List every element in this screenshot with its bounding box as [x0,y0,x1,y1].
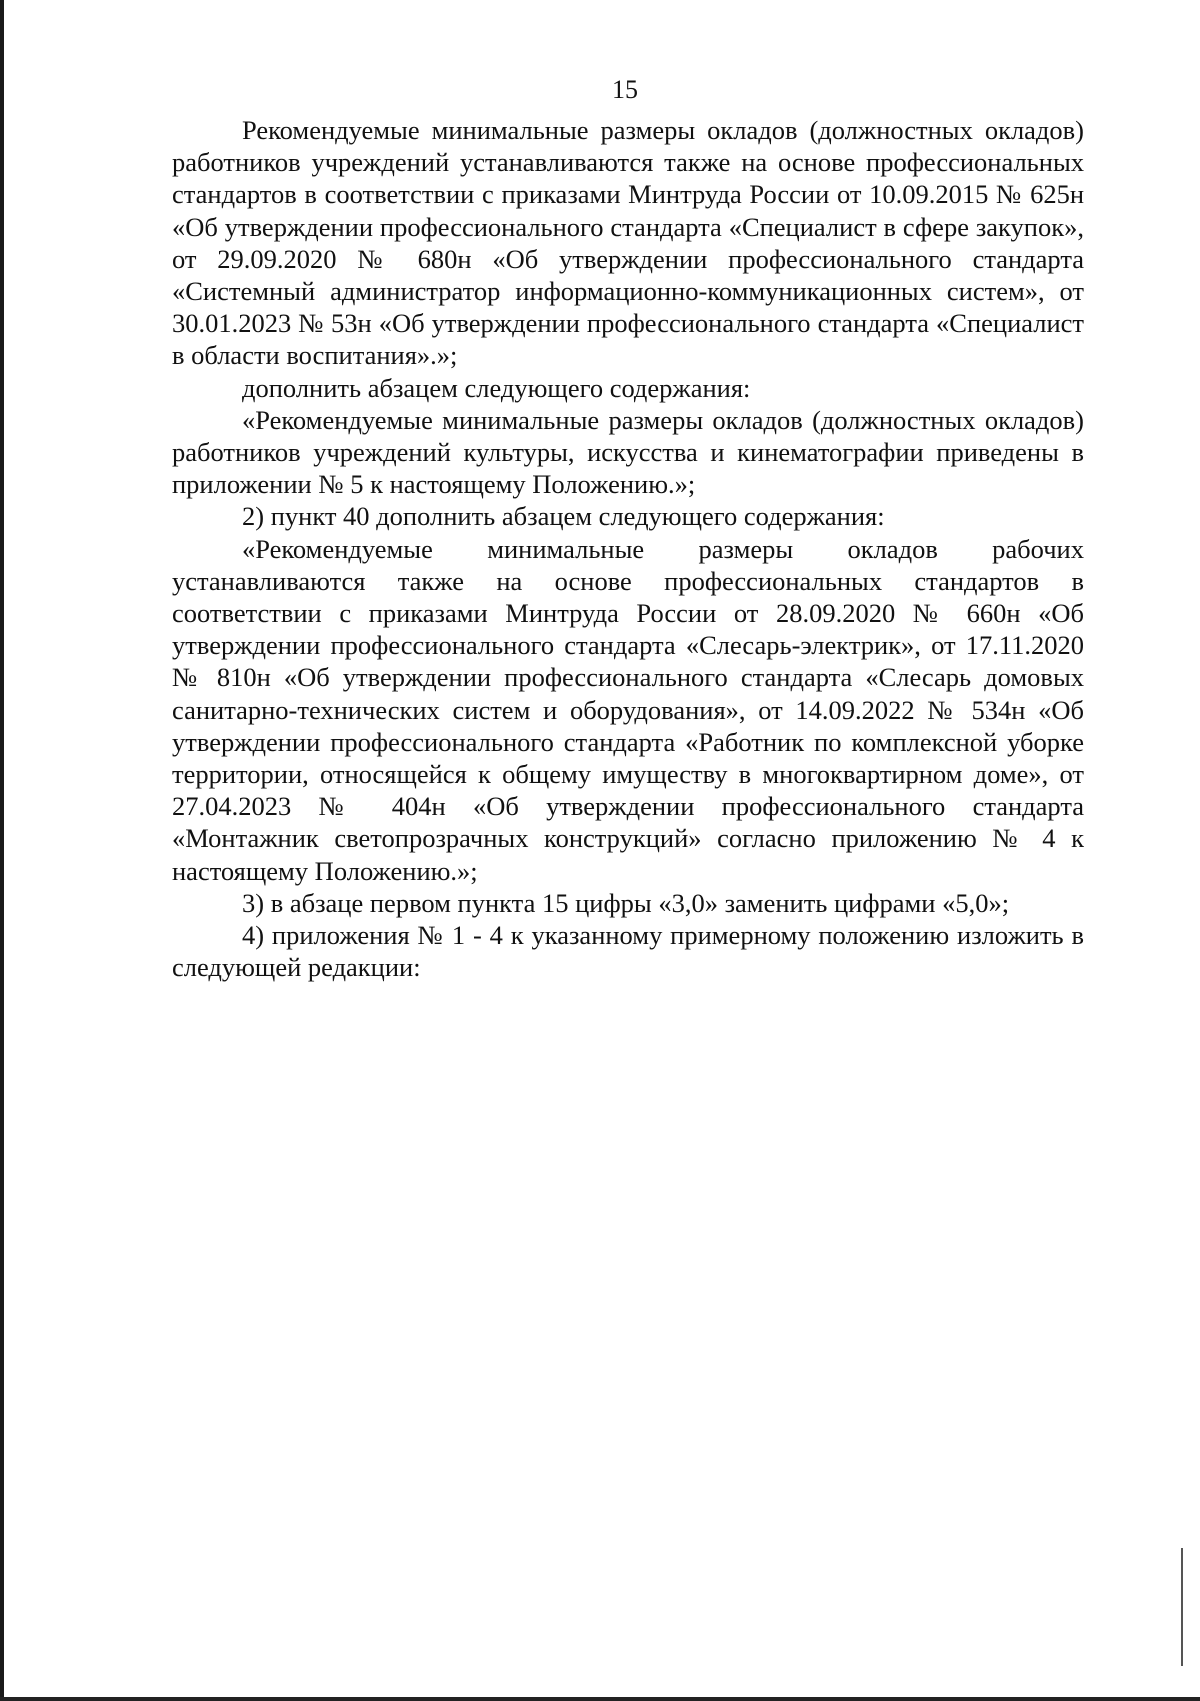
document-body [172,114,1084,983]
paragraph-item-2: 2) пункт 40 дополнить абзацем следующего содержания: [242,501,885,532]
paragraph-item-3: 3) в абзаце первом пункта 15 цифры «3,0» заменить цифрами «5,0»; [242,887,1010,918]
page-number: 15 [612,75,638,104]
scan-edge-left [0,0,4,1701]
scan-edge-right [1181,1548,1183,1666]
paragraph-add-clause: дополнить абзацем следующего содержания: [242,372,751,403]
paragraph-item-4: 4) приложения № 1 - 4 к указанному примерному положению изложить в следующей редакции: [172,920,1084,983]
paragraph-workers-salaries: «Рекомендуемые минимальные размеры окладов рабочих устанавливаются также на основе профессиональных стандартов в соответствии с приказами Минтруда России от 28.09.2020 № 660н «Об утверждении профессионального стандарта «Слесарь-электрик», от 17.11.2020 № 810н «Об утверждении профессионального стандарта «Слесарь домовых санитарно-технических систем и оборудования», от 14.09.2022 № 534н «Об утверждении профессионального стандарта «Работник по комплексной уборке территории, относящейся к общему имуществу в многоквартирном доме», от 27.04.2023 № 404н «Об утверждении профессионального стандарта «Монтажник светопрозрачных конструкций» согласно приложению № 4 к настоящему Положению.»; [172,533,1084,886]
paragraph-recommended-salaries: Рекомендуемые минимальные размеры окладов (должностных окладов) работников учреждений устанавливаются также на основе профессиональных стандартов в соответствии с приказами Минтруда России от 10.09.2015 № 625н «Об утверждении профессионального стандарта «Специалист в сфере закупок», от 29.09.2020 № 680н «Об утверждении профессионального стандарта «Системный администратор информационно-коммуникационных систем», от 30.01.2023 № 53н «Об утверждении профессионального стандарта «Специалист в области воспитания».»; [172,115,1084,371]
scan-edge-bottom [0,1697,1200,1701]
paragraph-culture-salaries: «Рекомендуемые минимальные размеры окладов (должностных окладов) работников учреждений культуры, искусства и кинематографии приведены в приложении № 5 к настоящему Положению.»; [172,404,1084,500]
